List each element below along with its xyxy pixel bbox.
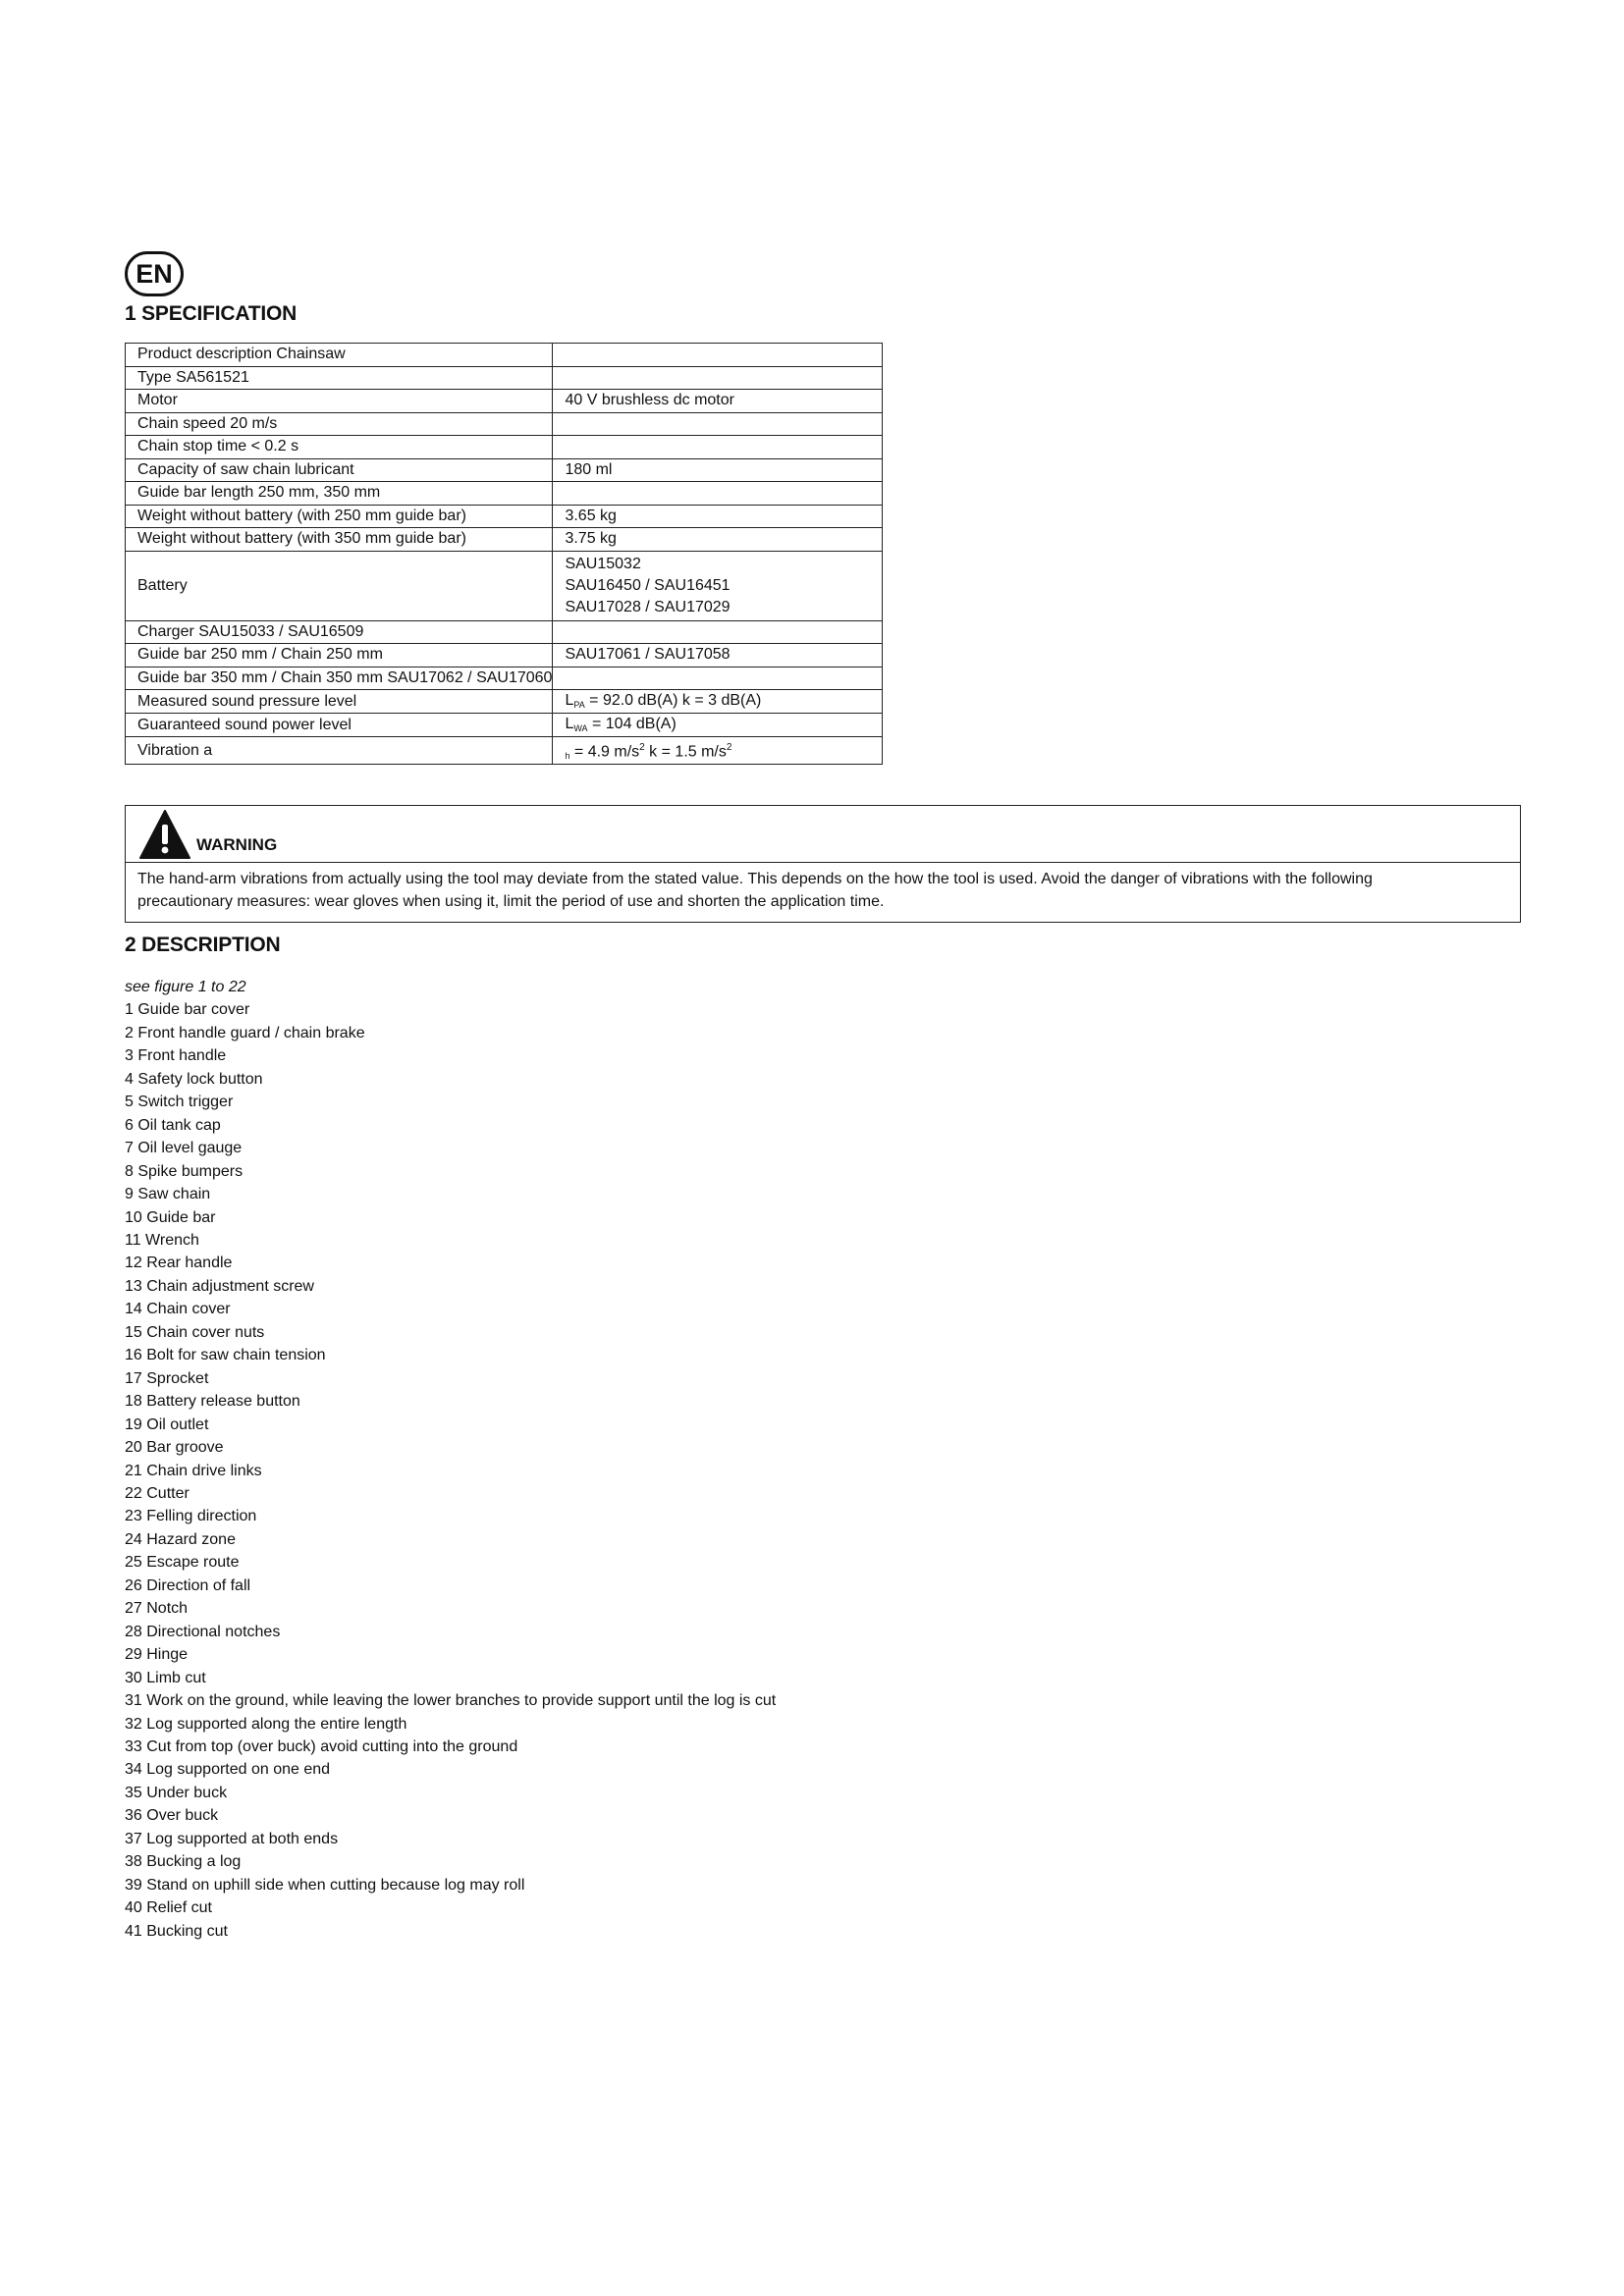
list-item: 13 Chain adjustment screw — [125, 1277, 314, 1295]
spec-label: Guide bar length 250 mm, 350 mm — [126, 482, 553, 506]
battery-model: SAU17028 / SAU17029 — [565, 598, 731, 615]
spec-label: Chain stop time < 0.2 s — [126, 436, 553, 459]
list-item: 11 Wrench — [125, 1231, 199, 1249]
description-heading: 2 DESCRIPTION — [125, 934, 281, 956]
list-item: 20 Bar groove — [125, 1439, 224, 1457]
spec-label: Motor — [126, 390, 553, 413]
list-item: 19 Oil outlet — [125, 1415, 209, 1433]
list-item: 24 Hazard zone — [125, 1530, 236, 1548]
warning-triangle-icon — [139, 809, 190, 860]
spec-value — [553, 412, 883, 436]
specification-table — [125, 343, 883, 765]
spec-value — [553, 620, 883, 644]
list-item: 29 Hinge — [125, 1646, 189, 1664]
spec-row — [126, 482, 883, 506]
description-intro: see figure 1 to 22 — [125, 979, 246, 995]
list-item: 15 Chain cover nuts — [125, 1323, 265, 1341]
list-item: 25 Escape route — [125, 1554, 240, 1572]
spec-label: Charger SAU15033 / SAU16509 — [126, 620, 553, 644]
battery-model: SAU16450 / SAU16451 — [565, 576, 731, 594]
warning-box — [125, 805, 1521, 923]
spec-value — [553, 366, 883, 390]
spec-row — [126, 436, 883, 459]
symbol: L — [565, 692, 574, 709]
spec-value — [553, 482, 883, 506]
list-item: 26 Direction of fall — [125, 1576, 251, 1594]
list-item: 40 Relief cut — [125, 1899, 212, 1917]
spec-value: 3.75 kg — [553, 528, 883, 552]
language-badge: EN — [125, 251, 184, 296]
list-item: 34 Log supported on one end — [125, 1761, 331, 1779]
spec-label: Type SA561521 — [126, 366, 553, 390]
warning-title: WARNING — [196, 835, 278, 854]
list-item: 4 Safety lock button — [125, 1070, 263, 1088]
battery-model: SAU15032 — [565, 555, 641, 572]
parts-list — [125, 998, 776, 1943]
spec-value: 3.65 kg — [553, 505, 883, 528]
spec-label: Capacity of saw chain lubricant — [126, 458, 553, 482]
list-item: 18 Battery release button — [125, 1393, 300, 1411]
list-item: 16 Bolt for saw chain tension — [125, 1347, 326, 1364]
value: = 4.9 m/s — [569, 743, 640, 761]
list-item: 41 Bucking cut — [125, 1922, 228, 1940]
subscript: h — [565, 751, 570, 762]
spec-row — [126, 412, 883, 436]
value: = 92.0 dB(A) k = 3 dB(A) — [584, 692, 762, 709]
warning-text: The hand-arm vibrations from actually using the tool may deviate from the stated value. This depends on the how the tool is used. Avoid the danger of vibrations with the following precautionary measures: wear gloves when using it, limit the period of use and shorten the application time. — [137, 871, 1373, 910]
spec-label: Guide bar 350 mm / Chain 350 mm SAU17062 / SAU17060 — [126, 667, 553, 690]
symbol: L — [565, 716, 574, 732]
warning-header — [126, 806, 1520, 863]
list-item: 8 Spike bumpers — [125, 1162, 244, 1180]
list-item: 35 Under buck — [125, 1784, 228, 1801]
list-item: 5 Switch trigger — [125, 1094, 234, 1111]
spec-value — [553, 690, 883, 714]
spec-row — [126, 644, 883, 667]
spec-row-battery — [126, 551, 883, 620]
list-item: 7 Oil level gauge — [125, 1140, 243, 1157]
description-list-block — [125, 976, 776, 1943]
superscript: 2 — [639, 742, 645, 753]
list-item: 3 Front handle — [125, 1047, 227, 1065]
list-item: 10 Guide bar — [125, 1208, 216, 1226]
spec-value — [553, 714, 883, 737]
specification-heading: 1 SPECIFICATION — [125, 302, 298, 325]
list-item: 14 Chain cover — [125, 1301, 231, 1318]
spec-value — [553, 737, 883, 765]
spec-label: Battery — [126, 551, 553, 620]
spec-row — [126, 344, 883, 367]
spec-row-sound-pressure — [126, 690, 883, 714]
list-item: 27 Notch — [125, 1600, 189, 1618]
spec-value: 180 ml — [553, 458, 883, 482]
subscript: WA — [573, 723, 588, 733]
spec-row-sound-power — [126, 714, 883, 737]
list-item: 32 Log supported along the entire length — [125, 1715, 407, 1733]
list-item: 37 Log supported at both ends — [125, 1830, 339, 1847]
spec-label: Guide bar 250 mm / Chain 250 mm — [126, 644, 553, 667]
list-item: 22 Cutter — [125, 1484, 189, 1502]
spec-row-vibration — [126, 737, 883, 765]
list-item: 31 Work on the ground, while leaving the lower branches to provide support until the log is cut — [125, 1692, 777, 1710]
spec-row — [126, 458, 883, 482]
spec-row — [126, 390, 883, 413]
list-item: 12 Rear handle — [125, 1255, 233, 1272]
list-item: 36 Over buck — [125, 1807, 219, 1825]
superscript: 2 — [726, 742, 732, 753]
spec-value — [553, 667, 883, 690]
subscript: PA — [573, 700, 585, 710]
list-item: 1 Guide bar cover — [125, 1001, 250, 1019]
spec-value — [553, 344, 883, 367]
list-item: 2 Front handle guard / chain brake — [125, 1024, 365, 1041]
spec-label: Chain speed 20 m/s — [126, 412, 553, 436]
spec-row — [126, 366, 883, 390]
list-item: 21 Chain drive links — [125, 1462, 262, 1479]
spec-value-battery — [553, 551, 883, 620]
spec-label: Guaranteed sound power level — [126, 714, 553, 737]
spec-label: Product description Chainsaw — [126, 344, 553, 367]
spec-row — [126, 620, 883, 644]
spec-label: Measured sound pressure level — [126, 690, 553, 714]
spec-row — [126, 528, 883, 552]
list-item: 9 Saw chain — [125, 1186, 211, 1203]
list-item: 23 Felling direction — [125, 1508, 257, 1525]
value: = 104 dB(A) — [587, 716, 677, 732]
list-item: 28 Directional notches — [125, 1623, 281, 1640]
list-item: 33 Cut from top (over buck) avoid cutting into the ground — [125, 1737, 518, 1755]
spec-label: Weight without battery (with 350 mm guide bar) — [126, 528, 553, 552]
list-item: 30 Limb cut — [125, 1669, 206, 1686]
list-item: 38 Bucking a log — [125, 1853, 242, 1871]
spec-row — [126, 505, 883, 528]
list-item: 39 Stand on uphill side when cutting because log may roll — [125, 1876, 525, 1894]
list-item: 6 Oil tank cap — [125, 1116, 221, 1134]
spec-row — [126, 667, 883, 690]
spec-value: SAU17061 / SAU17058 — [553, 644, 883, 667]
value: k = 1.5 m/s — [644, 743, 727, 761]
spec-value: 40 V brushless dc motor — [553, 390, 883, 413]
spec-value — [553, 436, 883, 459]
spec-label: Weight without battery (with 250 mm guide bar) — [126, 505, 553, 528]
spec-label: Vibration a — [126, 737, 553, 765]
list-item: 17 Sprocket — [125, 1369, 209, 1387]
